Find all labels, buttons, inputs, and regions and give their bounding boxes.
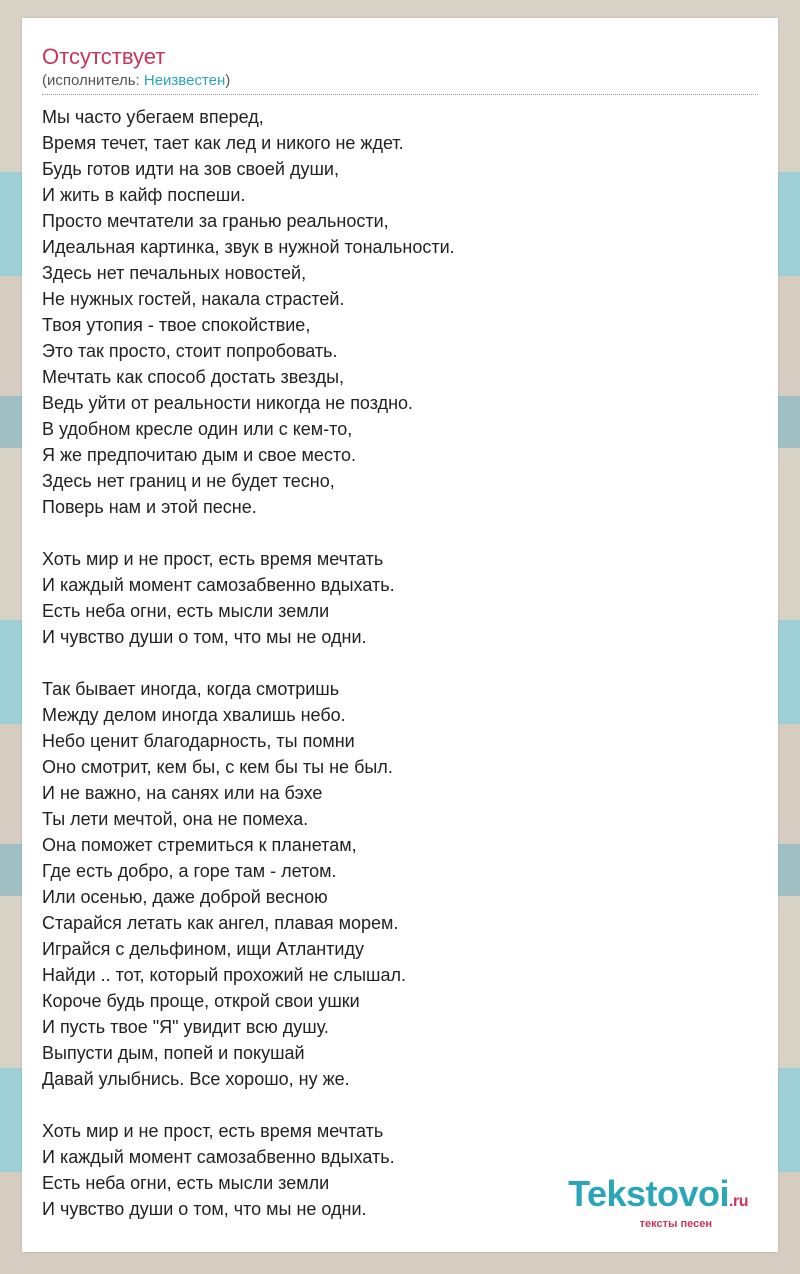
lyric-line: Поверь нам и этой песне. [42, 497, 257, 517]
lyric-line: Ты лети мечтой, она не помеха. [42, 809, 309, 829]
lyric-line: Оно смотрит, кем бы, с кем бы ты не был. [42, 757, 393, 777]
lyric-line: Есть неба огни, есть мысли земли [42, 601, 330, 621]
site-logo[interactable] [568, 1173, 748, 1230]
lyric-line: Мы часто убегаем вперед, [42, 107, 264, 127]
artist-suffix: ) [225, 72, 231, 89]
lyric-line: Мечтать как способ достать звезды, [42, 367, 345, 387]
song-title: Отсутствует [42, 44, 166, 69]
lyric-line: Я же предпочитаю дым и свое место. [42, 445, 356, 465]
lyric-line: Здесь нет границ и не будет тесно, [42, 471, 335, 491]
title-divider [42, 94, 758, 95]
artist-link[interactable]: Неизвестен [143, 72, 226, 89]
lyric-line: Это так просто, стоит попробовать. [42, 341, 338, 361]
lyric-line: Выпусти дым, попей и покушай [42, 1043, 305, 1063]
lyric-line: Так бывает иногда, когда смотришь [42, 679, 340, 699]
lyric-line: Или осенью, даже доброй весною [42, 887, 328, 907]
lyric-line: Не нужных гостей, накала страстей. [42, 289, 345, 309]
lyric-line: Хоть мир и не прост, есть время мечтать [42, 549, 384, 569]
lyric-line: Небо ценит благодарность, ты помни [42, 731, 355, 751]
lyric-line: Твоя утопия - твое спокойствие, [42, 315, 311, 335]
lyric-line: И не важно, на санях или на бэхе [42, 783, 323, 803]
lyric-line: Играйся с дельфином, ищи Атлантиду [42, 939, 364, 959]
lyric-line: Время течет, тает как лед и никого не ждет. [42, 133, 404, 153]
artist-line [42, 72, 230, 90]
lyric-line: Давай улыбнись. Все хорошо, ну же. [42, 1069, 350, 1089]
lyric-line: Есть неба огни, есть мысли земли [42, 1173, 330, 1193]
lyrics-body [42, 104, 758, 1222]
logo-tagline: тексты песен [639, 1218, 712, 1230]
lyric-line: И жить в кайф поспеши. [42, 185, 246, 205]
lyric-line: Будь готов идти на зов своей души, [42, 159, 339, 179]
lyric-line: И чувство души о том, что мы не одни. [42, 627, 367, 647]
lyric-line: Найди .. тот, который прохожий не слышал. [42, 965, 406, 985]
lyrics-card [22, 18, 778, 1252]
lyric-line: Идеальная картинка, звук в нужной тональности. [42, 237, 455, 257]
lyric-line: Где есть добро, а горе там - летом. [42, 861, 337, 881]
logo-name: Tekstovoi [568, 1173, 730, 1214]
lyric-line: Просто мечтатели за гранью реальности, [42, 211, 389, 231]
stanza-break [42, 650, 758, 676]
lyric-line: В удобном кресле один или с кем-то, [42, 419, 353, 439]
artist-prefix: (исполнитель: [42, 72, 144, 89]
lyric-line: И чувство души о том, что мы не одни. [42, 1199, 367, 1219]
lyric-line: Здесь нет печальных новостей, [42, 263, 307, 283]
lyric-line: Между делом иногда хвалишь небо. [42, 705, 346, 725]
lyric-line: Она поможет стремиться к планетам, [42, 835, 357, 855]
lyric-line: И каждый момент самозабвенно вдыхать. [42, 1147, 395, 1167]
lyric-line: И пусть твое "Я" увидит всю душу. [42, 1017, 329, 1037]
logo-tld: .ru [729, 1193, 748, 1210]
stanza-break [42, 1092, 758, 1118]
lyric-line: Хоть мир и не прост, есть время мечтать [42, 1121, 384, 1141]
lyric-line: Короче будь проще, открой свои ушки [42, 991, 360, 1011]
stanza-break [42, 520, 758, 546]
lyric-line: И каждый момент самозабвенно вдыхать. [42, 575, 395, 595]
lyric-line: Ведь уйти от реальности никогда не поздно. [42, 393, 414, 413]
lyric-line: Старайся летать как ангел, плавая морем. [42, 913, 399, 933]
